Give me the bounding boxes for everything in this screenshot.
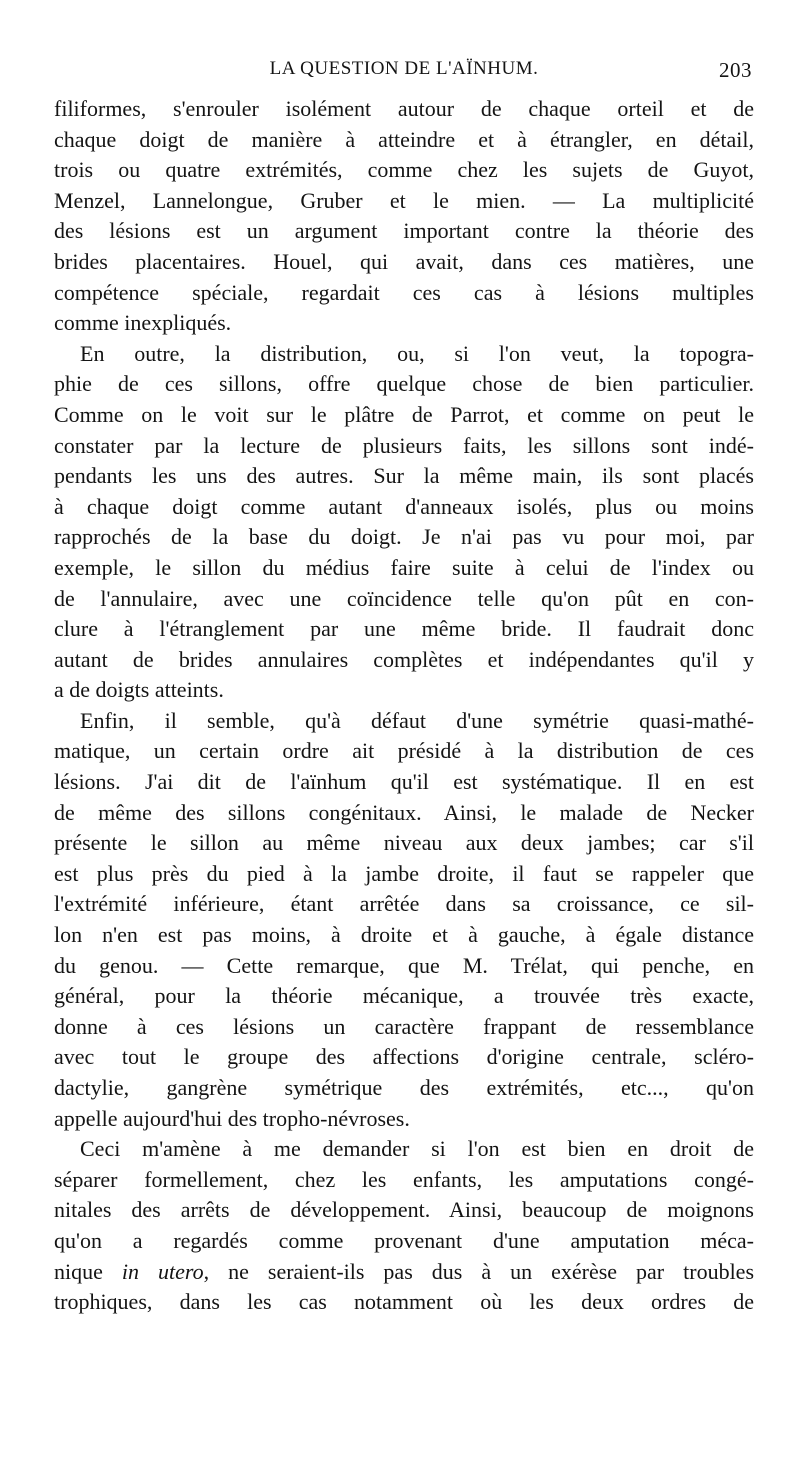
text-line: autant de brides annulaires complètes et indépendantes qu'il y: [54, 646, 754, 672]
running-title: LA QUESTION DE L'AÏNHUM.: [269, 58, 539, 79]
text-line: présente le sillon au même niveau aux deux jambes; car s'il: [54, 830, 754, 856]
text-line: séparer formellement, chez les enfants, les amputations congé-: [54, 1166, 754, 1192]
text-line: En outre, la distribution, ou, si l'on veut, la topogra-: [80, 340, 754, 366]
text-line: Comme on le voit sur le plâtre de Parrot, et comme on peut le: [54, 401, 754, 427]
running-header: [54, 56, 754, 94]
text-line: lon n'en est pas moins, à droite et à gauche, à égale distance: [54, 922, 754, 948]
text-line: brides placentaires. Houel, qui avait, dans ces matières, une: [54, 248, 754, 274]
text-line: a de doigts atteints.: [54, 677, 224, 703]
text-line: phie de ces sillons, offre quelque chose de bien particulier.: [54, 371, 754, 397]
text-line: avec tout le groupe des affections d'origine centrale, scléro-: [54, 1044, 754, 1070]
italic-phrase: in utero: [121, 1258, 204, 1284]
text-line: donne à ces lésions un caractère frappant de ressemblance: [54, 1013, 754, 1039]
text-line: des lésions est un argument important contre la théorie des: [54, 218, 754, 244]
text-line: de l'annulaire, avec une coïncidence telle qu'on pût en con-: [54, 585, 754, 611]
page-number: 203: [719, 58, 752, 82]
text-line: nitales des arrêts de développement. Ainsi, beaucoup de moignons: [54, 1197, 754, 1223]
text-line: chaque doigt de manière à atteindre et à étrangler, en détail,: [54, 126, 754, 152]
text-line: Enfin, il semble, qu'à défaut d'une symétrie quasi-mathé-: [80, 707, 754, 733]
text-line: constater par la lecture de plusieurs faits, les sillons sont indé-: [54, 432, 754, 458]
text-line: trois ou quatre extrémités, comme chez les sujets de Guyot,: [54, 157, 754, 183]
book-page: [54, 56, 754, 1318]
text-line: rapprochés de la base du doigt. Je n'ai pas vu pour moi, par: [54, 524, 754, 550]
text-line: à chaque doigt comme autant d'anneaux isolés, plus ou moins: [54, 493, 754, 519]
text-line: matique, un certain ordre ait présidé à la distribution de ces: [54, 738, 754, 764]
text-segment: , ne seraient-ils pas dus à un exérèse par troubles: [203, 1258, 755, 1284]
text-line: Menzel, Lannelongue, Gruber et le mien. — La multiplicité: [54, 187, 754, 213]
text-line: compétence spéciale, regardait ces cas à lésions multiples: [54, 279, 754, 305]
text-line: trophiques, dans les cas notamment où les deux ordres de: [54, 1289, 754, 1315]
text-line: pendants les uns des autres. Sur la même main, ils sont placés: [54, 463, 754, 489]
text-line: du genou. — Cette remarque, que M. Trélat, qui penche, en: [54, 952, 754, 978]
text-line: dactylie, gangrène symétrique des extrémités, etc..., qu'on: [54, 1075, 754, 1100]
text-segment: nique: [54, 1258, 122, 1284]
text-line: filiformes, s'enrouler isolément autour de chaque orteil et de: [54, 96, 754, 121]
text-line: est plus près du pied à la jambe droite, il faut se rappeler que: [54, 860, 754, 886]
text-line: qu'on a regardés comme provenant d'une amputation méca-: [54, 1227, 754, 1253]
text-line: comme inexpliqués.: [54, 310, 232, 336]
text-line-with-italic: [54, 1257, 754, 1288]
text-line: Ceci m'amène à me demander si l'on est bien en droit de: [80, 1136, 754, 1162]
text-line: général, pour la théorie mécanique, a trouvée très exacte,: [54, 983, 754, 1009]
text-line: lésions. J'ai dit de l'aïnhum qu'il est systématique. Il en est: [54, 769, 754, 795]
text-line: clure à l'étranglement par une même bride. Il faudrait donc: [54, 616, 754, 642]
text-line: l'extrémité inférieure, étant arrêtée dans sa croissance, ce sil-: [54, 891, 754, 917]
text-line: appelle aujourd'hui des tropho-névroses.: [54, 1105, 410, 1131]
body-text: [54, 94, 754, 1318]
text-line: de même des sillons congénitaux. Ainsi, le malade de Necker: [54, 799, 754, 825]
text-line: exemple, le sillon du médius faire suite à celui de l'index ou: [54, 554, 754, 580]
